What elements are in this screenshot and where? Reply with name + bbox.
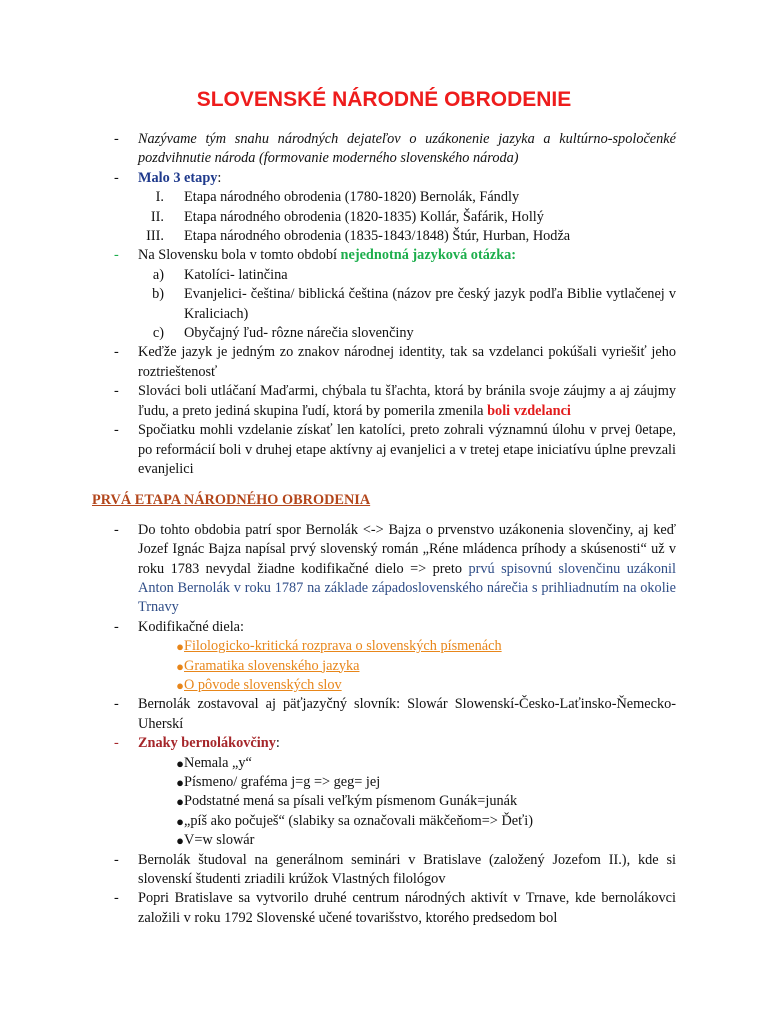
list-item-oppression (0, 382, 768, 421)
feature-item (0, 831, 768, 850)
features-label: Znaky bernolákovčiny (138, 735, 276, 752)
dictionary-text: Bernolák zostavoval aj päťjazyčný slovník: Slowár Slowenskí-Česko-Laťinsko-Ňemecko-Uherskí (138, 696, 676, 732)
list-item-studies (0, 851, 768, 890)
language-item (0, 266, 768, 285)
dash-marker: - (114, 851, 119, 868)
dash-marker: - (114, 521, 119, 538)
work-link[interactable]: Filologicko-kritická rozprava o slovenských písmenách (184, 638, 502, 655)
letter-marker: a) (152, 266, 164, 283)
stage-item (0, 188, 768, 207)
feature-item (0, 812, 768, 831)
work-item[interactable] (0, 637, 768, 656)
feature-text: „píš ako počuješ“ (slabiky sa označovali mäkčeňom=> Ďeťi) (184, 812, 533, 829)
feature-text: Podstatné mená sa písali veľkým písmenom Gunák=junák (184, 793, 518, 810)
question-prefix: Na Slovensku bola v tomto období (138, 247, 341, 264)
bullet-icon: ● (176, 775, 184, 790)
section-heading: PRVÁ ETAPA NÁRODNÉHO OBRODENIA (92, 492, 371, 509)
dash-marker: - (114, 735, 119, 752)
language-item (0, 324, 768, 343)
language-text: Katolíci- latinčina (184, 266, 288, 283)
definition-text: Nazývame tým snahu národných dejateľov o uzákonenie jazyka a kultúrno-spoločenké pozdvihnutie národa (formovanie moderného slovenského národa) (138, 131, 676, 167)
bullet-icon: ● (176, 677, 184, 693)
list-item-dictionary (0, 695, 768, 734)
list-item-catholics (0, 421, 768, 479)
bullet-icon: ● (176, 658, 184, 674)
list-item-language-question (0, 246, 768, 265)
list-item-stages (0, 169, 768, 188)
dash-marker: - (114, 422, 119, 439)
bullet-icon: ● (176, 794, 184, 810)
catholics-text: Spočiatku mohli vzdelanie získať len katolíci, preto zohrali významnú úlohu v prvej 0etape, po reformácií boli v druhej etape aktívny aj evanjelici a v tretej etape iniciatívu úplne prevzali evanjelici (138, 422, 676, 477)
dash-marker: - (114, 383, 119, 400)
list-item-trnava (0, 889, 768, 928)
dash-marker: - (114, 618, 119, 635)
stages-label: Malo 3 etapy (138, 169, 218, 186)
feature-text: V=w slowár (184, 832, 255, 849)
language-item (0, 285, 768, 324)
trnava-text: Popri Bratislave sa vytvorilo druhé centrum národných aktivít v Trnave, kde bernolákovci založili v roku 1792 Slovenské učené tovarišstvo, ktorého predsedom bol (138, 890, 676, 926)
identity-text: Keďže jazyk je jedným zo znakov národnej identity, tak sa vzdelanci pokúšali vyriešiť jeho roztrieštenosť (138, 344, 676, 380)
roman-numeral: I. (155, 189, 164, 206)
stage-item (0, 227, 768, 246)
language-text: Obyčajný ľud- rôzne nárečia slovenčiny (184, 325, 414, 342)
language-text: Evanjelici- čeština/ biblická čeština (názov pre český jazyk podľa Biblie vytlačenej v Kraliciach) (184, 286, 676, 322)
list-item-dispute (0, 521, 768, 618)
bullet-icon: ● (176, 639, 184, 655)
list-item-identity (0, 343, 768, 382)
bullet-icon: ● (176, 813, 184, 829)
letter-marker: c) (152, 325, 164, 342)
work-link[interactable]: O pôvode slovenských slov (184, 676, 342, 693)
dash-marker: - (114, 247, 119, 264)
feature-item (0, 792, 768, 811)
features-colon: : (275, 735, 280, 752)
letter-marker: b) (152, 286, 164, 303)
oppression-text: Slováci boli utláčaní Maďarmi, chýbala tu šľachta, ktorá by bránila svoje záujmy a aj záujmy ľudu, a preto jediná skupina ľudí, ktorá by pomerila zmenila (138, 383, 676, 419)
bullet-icon: ● (176, 833, 184, 849)
stage-text: Etapa národného obrodenia (1820-1835) Kollár, Šafárik, Hollý (184, 208, 544, 225)
list-item-works (0, 618, 768, 637)
question-highlight: nejednotná jazyková otázka: (340, 247, 517, 264)
studies-text: Bernolák študoval na generálnom seminári v Bratislave (založený Jozefom II.), kde si slovenskí študenti zriadili krúžok Vlastných filológov (138, 851, 676, 888)
roman-numeral: II. (150, 208, 164, 225)
dash-marker: - (114, 131, 119, 147)
feature-text: Písmeno/ graféma j=g => geg= jej (184, 774, 381, 790)
feature-item (0, 773, 768, 792)
dash-marker: - (114, 696, 119, 713)
stages-colon: : (217, 169, 222, 186)
works-label: Kodifikačné diela: (138, 618, 244, 635)
work-item[interactable] (0, 676, 768, 695)
dispute-text: Do tohto obdobia patrí spor Bernolák <-> Bajza o prvenstvo uzákonenia slovenčiny, aj keď Jozef Ignác Bajza napísal prvý slovenský román „Réne mládenca príhody a skúsenosti“ už v roku 1783 nevydal žiadne kodifikačné dielo => preto (138, 521, 676, 577)
dash-marker: - (114, 169, 119, 186)
work-link[interactable]: Gramatika slovenského jazyka (184, 657, 360, 674)
feature-text: Nemala „y“ (184, 754, 252, 771)
document-body (0, 130, 768, 928)
oppression-highlight: boli vzdelanci (487, 402, 571, 419)
work-item[interactable] (0, 657, 768, 676)
stage-item (0, 208, 768, 227)
feature-item (0, 754, 768, 773)
dash-marker: - (114, 890, 119, 907)
page-title: SLOVENSKÉ NÁRODNÉ OBRODENIE (196, 88, 572, 111)
list-item-features (0, 734, 768, 753)
list-item-definition (0, 130, 768, 169)
stage-text: Etapa národného obrodenia (1835-1843/1848) Štúr, Hurban, Hodža (184, 228, 571, 245)
roman-numeral: III. (146, 228, 164, 245)
dispute-highlight: prvú spisovnú slovenčinu uzákonil Anton Bernolák v roku 1787 na základe západoslovenského nárečia s prihliadnutím na okolie Trnavy (138, 560, 676, 616)
dash-marker: - (114, 344, 119, 361)
stage-text: Etapa národného obrodenia (1780-1820) Bernolák, Fándly (184, 189, 520, 206)
bullet-icon: ● (176, 755, 184, 771)
